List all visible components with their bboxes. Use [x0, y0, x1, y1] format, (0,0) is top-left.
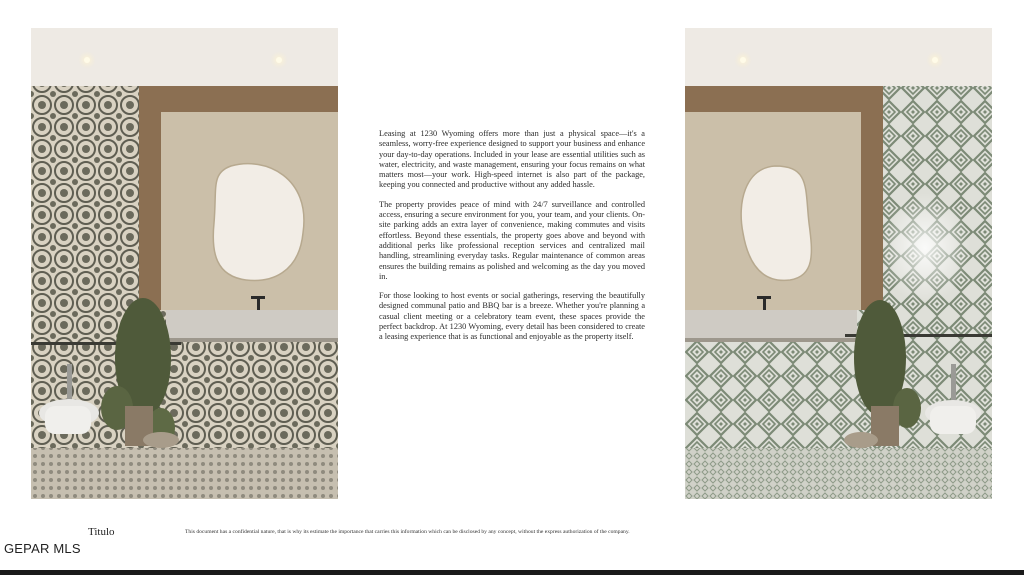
paragraph-security: The property provides peace of mind with 24/7 surveillance and controlled access, ensuring a secure environment for you, your team, and your clients. On-site parking adds an extra layer of convenience, making commutes and visits effortless. Beyond these essentials, the property goes above and beyond with additional perks like professional reception services and centralized mail handling, streamlining everyday tasks. Regular maintenance of common areas ensures the building remains as polished and welcoming as the day you moved in. — [379, 199, 645, 281]
mls-watermark: GEPAR MLS — [4, 541, 81, 556]
bottom-border — [0, 570, 1024, 575]
confidentiality-disclaimer: This document has a confidential nature, that is why its estimate the importance that carries this information which can be disclosed by any concept, without the express authorization of the company. — [185, 529, 630, 535]
paragraph-amenities: Leasing at 1230 Wyoming offers more than just a physical space—it's a seamless, worry-free experience designed to support your business and enhance your day-to-day operations. Included in your lease are essential utilities such as water, electricity, and waste management, ensuring your focus remains on what matters most—your work. High-speed internet is also part of the package, keeping you connected and productive without any added hassle. — [379, 129, 645, 190]
footer-title: Titulo — [88, 526, 115, 538]
lease-description — [379, 129, 645, 352]
bathroom-photo-right — [685, 28, 992, 499]
bathroom-photo-left — [31, 28, 338, 499]
paragraph-events: For those looking to host events or social gatherings, reserving the beautifully designed communal patio and BBQ bar is a breeze. Whether you're planning a casual client meeting or a celebratory team event, these spaces provide the perfect backdrop. At 1230 Wyoming, every detail has been considered to create a leasing experience that is as functional and enjoyable as the property itself. — [379, 291, 645, 342]
